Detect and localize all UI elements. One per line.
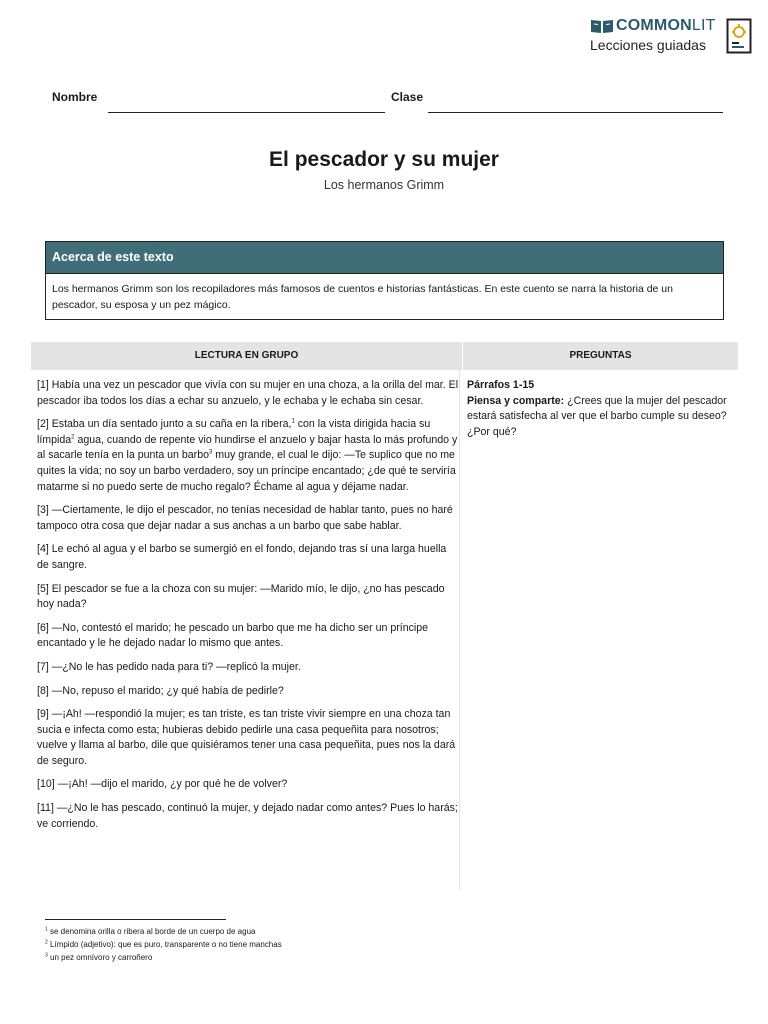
- questions-header: PREGUNTAS: [569, 350, 632, 361]
- paragraph-11: [11] —¿No le has pescado, continuó la mujer, y dejado nadar como antes? Pues lo harás; ve corriendo.: [37, 802, 458, 830]
- question-reference: Párrafos 1-15: [467, 379, 535, 391]
- about-text: Los hermanos Grimm son los recopiladores más famosos de cuentos e historias fantásticas. En este cuento se narra la historia de un pescador, su esposa y un pez mágico.: [46, 273, 723, 319]
- paragraph-5: [5] El pescador se fue a la choza con su mujer: —Marido mío, le dijo, ¿no has pescado hoy nada?: [37, 582, 445, 611]
- table-header: [31, 342, 738, 370]
- footnote-ref: 1: [291, 418, 295, 425]
- questions-column: [460, 370, 738, 890]
- footnotes: [45, 926, 282, 964]
- question-prompt: Piensa y comparte: ¿Crees que la mujer del pescador estará satisfecha al ver que el barbo cumple su deseo? ¿Por qué?: [467, 394, 727, 438]
- reading-table: [31, 342, 738, 890]
- class-label: Clase: [391, 90, 424, 104]
- reading-column: [31, 370, 460, 890]
- name-field[interactable]: [108, 112, 385, 113]
- paragraph-10: [10] —¡Ah! —dijo el marido, ¿y por qué he de volver?: [37, 778, 288, 791]
- paragraph-6: [6] —No, contestó el marido; he pescado un barbo que me ha dicho ser un príncipe encantado y le he dejado nadar lo mismo que antes.: [37, 621, 429, 650]
- footnote-2: $^2$ Límpido (adjetivo): que es puro, transparente o no tiene manchas: [45, 939, 282, 949]
- class-field[interactable]: [428, 112, 723, 113]
- footnote-ref: 3: [208, 449, 213, 456]
- footnote-3: $^3$ un pez omnívoro y carroñero: [45, 951, 153, 962]
- paragraph-4: [4] Le echó al agua y el barbo se sumergió en el fondo, dejando tras sí una larga huella de sangre.: [37, 543, 447, 571]
- lesson-clipboard-icon: [726, 18, 752, 59]
- group-reading-header: LECTURA EN GRUPO: [31, 342, 463, 370]
- paragraph-3: [3] —Ciertamente, le dijo el pescador, no tenías necesidad de hablar tanto, pues no haré tampoco otra cosa que dejar nadar a sus anchas a un barbo que sabe hablar.: [37, 504, 453, 532]
- commonlit-logo: [590, 16, 755, 56]
- paragraph-7: [7] —¿No le has pedido nada para ti? —replicó la mujer.: [37, 660, 301, 673]
- paragraph-9: [9] —¡Ah! —respondió la mujer; es tan triste, es tan triste vivir siempre en una choza tan sucia e infecta como esta; hubieras debido pedirle una casa pequeñita para nosotros; vuelve y llama al barbo, dile que quisiéramos tener una casa pequeñita, pues nos la dará de seguro.: [37, 708, 456, 767]
- brand-subtitle: Lecciones guiadas: [590, 37, 706, 53]
- footnote-1: $^1$ se denomina orilla o ribera al borde de un cuerpo de agua: [45, 926, 256, 936]
- paragraph-2: [2] Estaba un día sentado junto a su caña en la ribera,$^1$ con la vista dirigida hacia su límpida$^2$ agua, cuando de repente vio hundirse el anzuelo y bajar hasta lo más profundo y al sacarle tenía en la punta un barbo$^3$ muy grande, el cual le dijo: —Te suplico que no me quites la vida; no soy un barbo verdadero, soy un príncipe encantado; ¿de qué te serviría matarme si no puedo serte de mucho regalo? Échame al agua y déjame nadar.: [37, 418, 458, 493]
- brand-name: COMMONLIT: [616, 17, 716, 34]
- paragraph-1: [1] Había una vez un pescador que vivía con su mujer en una choza, a la orilla del mar. El pescador iba todos los días a echar su anzuelo, y le echaba y le echaba sin cesar.: [37, 379, 459, 407]
- page-title: El pescador y su mujer: [269, 148, 499, 171]
- paragraph-8: [8] —No, repuso el marido; ¿y qué había de pedirle?: [37, 684, 284, 697]
- book-icon: [590, 18, 614, 39]
- about-box: [45, 241, 724, 320]
- name-label: Nombre: [52, 90, 98, 104]
- footnote-divider: [45, 919, 226, 920]
- footnote-ref: 2: [71, 434, 75, 441]
- author: Los hermanos Grimm: [323, 178, 445, 192]
- about-heading: Acerca de este texto: [46, 242, 723, 273]
